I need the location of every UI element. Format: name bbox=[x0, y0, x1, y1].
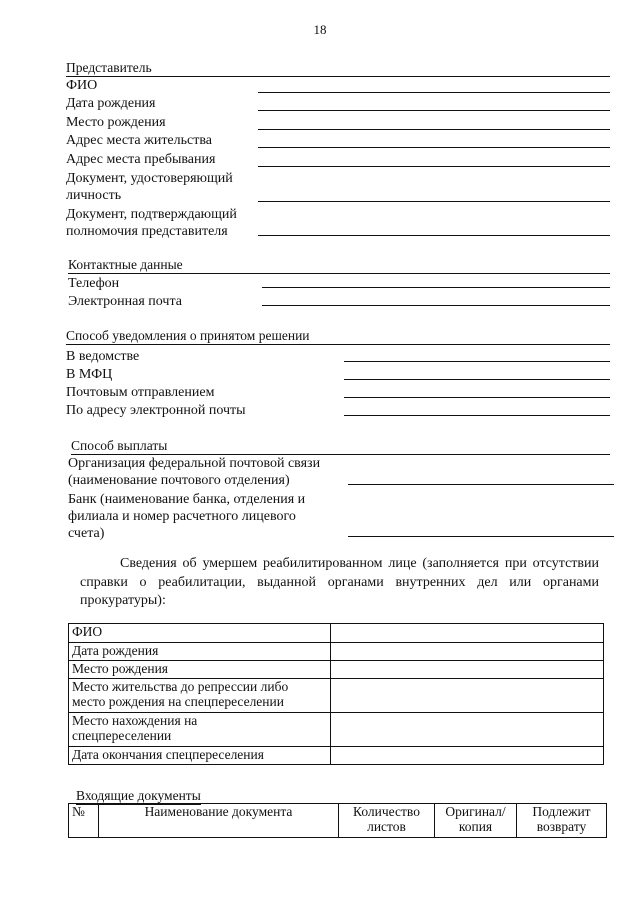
field-label: Документ, удостоверяющий личность bbox=[66, 171, 233, 203]
id-document-input-line[interactable] bbox=[258, 201, 610, 202]
field-label: Адрес места жительства bbox=[66, 133, 212, 148]
representative-title: Представитель bbox=[66, 60, 610, 77]
header-return: Подлежит возврату bbox=[517, 804, 607, 838]
field-label: По адресу электронной почты bbox=[66, 403, 246, 418]
payment-title: Способ выплаты bbox=[71, 438, 610, 455]
birthdate-input-line[interactable] bbox=[258, 110, 610, 111]
field-label: Телефон bbox=[68, 276, 120, 291]
representative-id-doc-row bbox=[66, 170, 610, 206]
representative-birthdate-row bbox=[66, 95, 610, 112]
field-label: В ведомстве bbox=[66, 349, 140, 364]
table-row bbox=[69, 679, 604, 713]
field-label: Электронная почта bbox=[68, 294, 182, 309]
field-label: Документ, подтверждающий полномочия представителя bbox=[66, 207, 237, 239]
field-label: Место рождения bbox=[66, 115, 166, 130]
fio-cell[interactable] bbox=[331, 624, 604, 643]
payment-post-row bbox=[68, 455, 614, 491]
table-header-row bbox=[69, 804, 607, 838]
field-label: Почтовым отправлением bbox=[66, 385, 215, 400]
row-label: Дата окончания спецпереселения bbox=[69, 747, 331, 765]
contacts-phone-row bbox=[68, 275, 610, 292]
payment-bank-row bbox=[68, 491, 614, 545]
table-row bbox=[69, 747, 604, 765]
table-row bbox=[69, 624, 604, 643]
pre-repression-residence-cell[interactable] bbox=[331, 679, 604, 713]
representative-fio-row bbox=[66, 77, 610, 94]
residence-input-line[interactable] bbox=[258, 147, 610, 148]
payment-bank-line[interactable] bbox=[348, 536, 614, 537]
row-label: Место жительства до репрессии либо место рождения на спецпереселении bbox=[69, 679, 331, 713]
fio-input-line[interactable] bbox=[258, 92, 610, 93]
representative-authority-doc-row bbox=[66, 206, 610, 242]
notify-post-line[interactable] bbox=[344, 397, 610, 398]
birthdate-cell[interactable] bbox=[331, 643, 604, 661]
representative-residence-row bbox=[66, 132, 610, 149]
field-label: Банк (наименование банка, отделения и филиала и номер расчетного лицевого счета) bbox=[68, 492, 306, 541]
notification-title: Способ уведомления о принятом решении bbox=[66, 328, 610, 345]
row-label: Место рождения bbox=[69, 661, 331, 679]
header-sheet-count: Количество листов bbox=[339, 804, 435, 838]
birthplace-cell[interactable] bbox=[331, 661, 604, 679]
field-label: Организация федеральной почтовой связи (наименование почтового отделения) bbox=[68, 456, 321, 488]
deceased-info-table bbox=[68, 623, 604, 765]
notify-agency-line[interactable] bbox=[344, 361, 610, 362]
documents-title: Входящие документы bbox=[76, 788, 201, 803]
header-document-name: Наименование документа bbox=[99, 804, 339, 838]
contacts-email-row bbox=[68, 293, 610, 310]
field-label: Адрес места пребывания bbox=[66, 152, 216, 167]
settlement-end-date-cell[interactable] bbox=[331, 747, 604, 765]
notify-mfc-line[interactable] bbox=[344, 379, 610, 380]
stay-address-input-line[interactable] bbox=[258, 166, 610, 167]
row-label: ФИО bbox=[69, 624, 331, 643]
header-original-copy: Оригинал/ копия bbox=[435, 804, 517, 838]
representative-stay-row bbox=[66, 151, 610, 168]
contacts-title: Контактные данные bbox=[68, 257, 610, 274]
row-label: Место нахождения на спецпереселении bbox=[69, 713, 331, 747]
birthplace-input-line[interactable] bbox=[258, 129, 610, 130]
page-number: 18 bbox=[313, 22, 327, 37]
row-label: Дата рождения bbox=[69, 643, 331, 661]
header-number: № bbox=[69, 804, 99, 838]
table-row bbox=[69, 713, 604, 747]
representative-birthplace-row bbox=[66, 114, 610, 131]
authority-document-input-line[interactable] bbox=[258, 235, 610, 236]
field-label: В МФЦ bbox=[66, 367, 113, 382]
notify-post-row bbox=[66, 384, 610, 401]
notify-mfc-row bbox=[66, 366, 610, 383]
phone-input-line[interactable] bbox=[262, 287, 610, 288]
field-label: Дата рождения bbox=[66, 96, 156, 111]
special-settlement-location-cell[interactable] bbox=[331, 713, 604, 747]
notify-email-line[interactable] bbox=[344, 415, 610, 416]
notify-agency-row bbox=[66, 348, 610, 365]
field-label: ФИО bbox=[66, 78, 98, 93]
payment-post-office-line[interactable] bbox=[348, 484, 614, 485]
table-row bbox=[69, 643, 604, 661]
deceased-intro-paragraph: Сведения об умершем реабилитированном лице (заполняется при отсутствии справки о реабилитации, выданной органами внутренних дел или органами прокуратуры): bbox=[80, 556, 599, 608]
documents-table bbox=[68, 803, 607, 838]
email-input-line[interactable] bbox=[262, 305, 610, 306]
table-row bbox=[69, 661, 604, 679]
notify-email-row bbox=[66, 402, 610, 419]
